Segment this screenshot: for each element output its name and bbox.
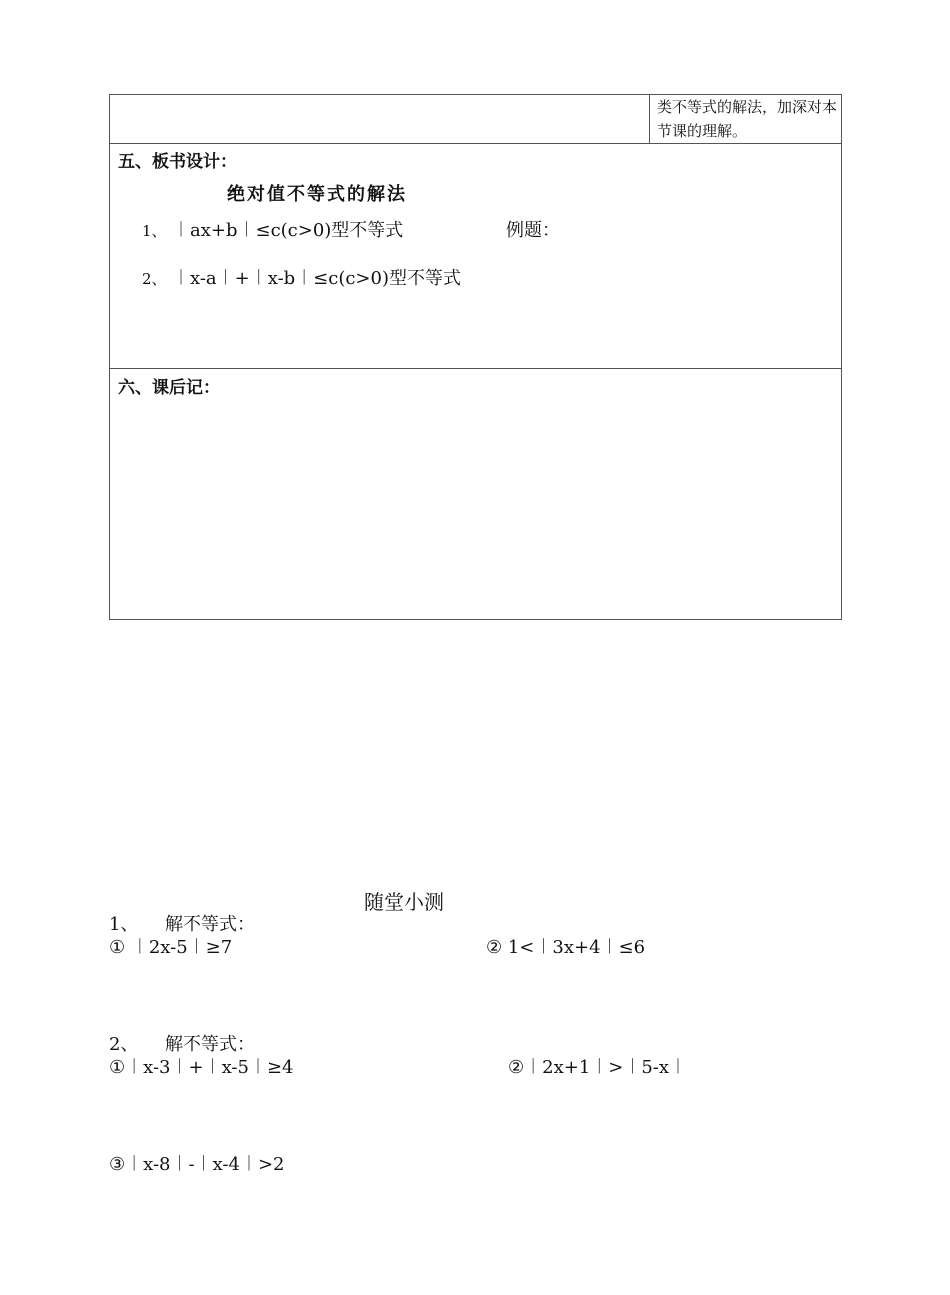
q2-item-b: ②︱2x+1︱>︱5-x︱ bbox=[508, 1057, 688, 1078]
q1-label: 1、 bbox=[109, 914, 139, 935]
item2-number: 2、 bbox=[142, 270, 167, 288]
q2-prompt: 解不等式： bbox=[165, 1034, 255, 1055]
q2-item-c: ③︱x-8︱-︱x-4︱>2 bbox=[109, 1154, 285, 1175]
q1-prompt: 解不等式： bbox=[165, 914, 255, 935]
quiz-title: 随堂小测 bbox=[364, 890, 444, 914]
row-divider bbox=[110, 368, 841, 369]
lesson-table bbox=[109, 94, 842, 620]
section5-heading: 五、板书设计： bbox=[118, 152, 237, 172]
item1-number: 1、 bbox=[142, 222, 167, 240]
section6-heading: 六、课后记： bbox=[118, 378, 220, 398]
example-label: 例题： bbox=[506, 220, 560, 241]
top-right-cell-text: 类不等式的解法，加深对本节课的理解。 bbox=[657, 98, 838, 140]
q1-item-a: ① ︱2x-5︱≥7 bbox=[109, 937, 233, 958]
board-title: 绝对值不等式的解法 bbox=[227, 184, 407, 205]
column-divider bbox=[649, 95, 650, 143]
q1-item-b: ② 1<︱3x+4︱≤6 bbox=[486, 937, 646, 958]
row-divider bbox=[110, 143, 841, 144]
item2-text: ︱x-a︱+︱x-b︱≤c(c>0)型不等式 bbox=[172, 268, 461, 289]
q2-item-a: ①︱x-3︱+︱x-5︱≥4 bbox=[109, 1057, 294, 1078]
q2-label: 2、 bbox=[109, 1034, 139, 1055]
item1-text: ︱ax+b︱≤c(c>0)型不等式 bbox=[172, 220, 404, 241]
